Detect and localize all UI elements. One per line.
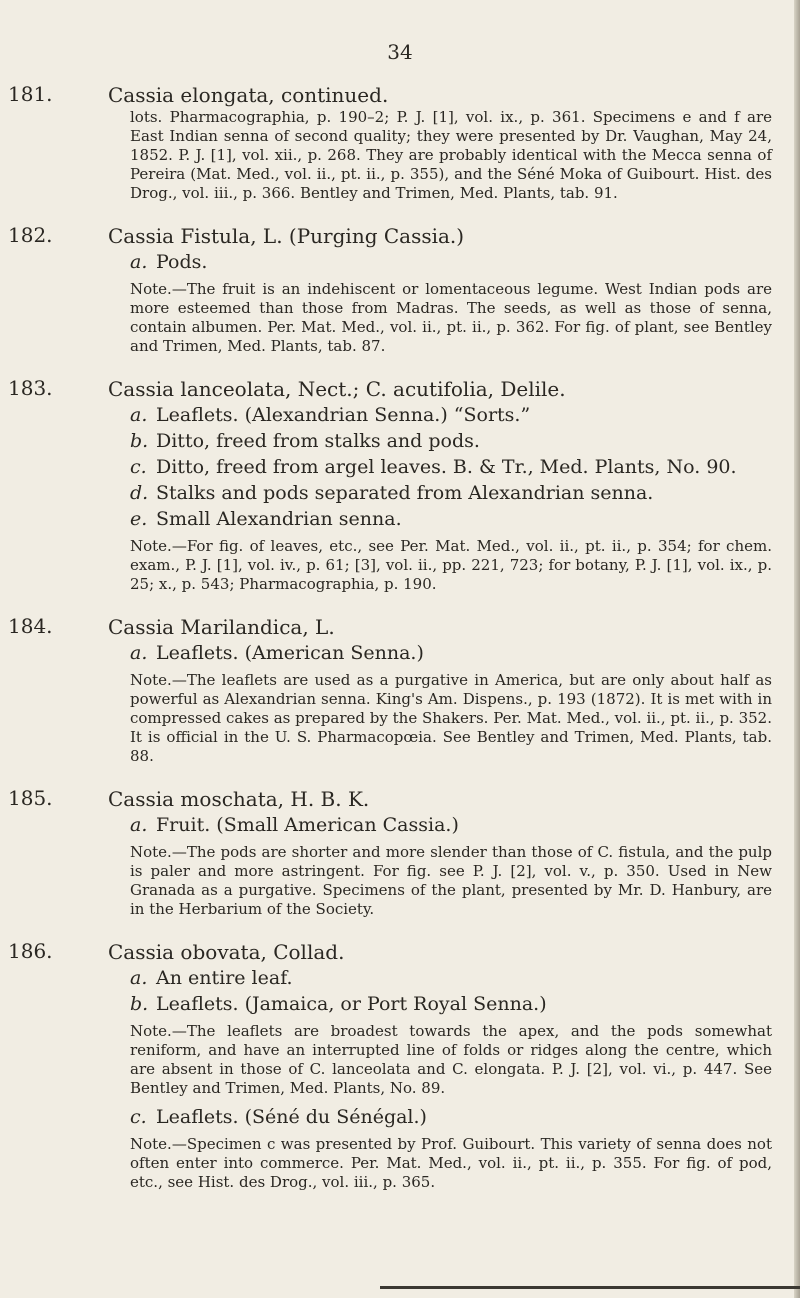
entry-number: 185.: [8, 786, 53, 810]
entry-heading: Cassia Marilandica, L.: [108, 615, 335, 639]
specimen-line: [108, 506, 772, 532]
page-number: 34: [387, 40, 413, 64]
specimen-text: Leaflets. (American Senna.): [156, 642, 424, 664]
entry-number: 181.: [8, 82, 53, 106]
specimen-line: [108, 640, 772, 666]
entry-183: [8, 376, 772, 594]
entry-heading: Cassia lanceolata, Nect.; C. acutifolia, Delile.: [108, 377, 566, 401]
specimen-line: [108, 965, 772, 991]
specimen-text: Fruit. (Small American Cassia.): [156, 814, 459, 836]
entry-note: Note.—The leaflets are used as a purgative in America, but are only about half as powerful as Alexandrian senna. King's Am. Dispens., p. 193 (1872). It is met with in compressed cakes as prepared by the Shakers. Per. Mat. Med., vol. ii., pt. ii., p. 352. It is official in the U. S. Pharmacopœia. See Bentley and Trimen, Med. Plants, tab. 88.: [130, 671, 772, 765]
specimen-text: Leaflets. (Alexandrian Senna.) “Sorts.”: [156, 404, 531, 426]
specimen-letter: a.: [130, 251, 148, 273]
specimen-letter: d.: [130, 482, 149, 504]
specimen-text: Pods.: [156, 251, 208, 273]
entry-note: Note.—The leaflets are broadest towards the apex, and the pods somewhat reniform, and have an interrupted line of folds or ridges along the centre, which are absent in those of C. lanceolata and C. elongata. P. J. [2], vol. vi., p. 447. See Bentley and Trimen, Med. Plants, No. 89.: [130, 1022, 772, 1097]
specimen-letter: c.: [130, 1106, 147, 1128]
specimen-letter: e.: [130, 508, 148, 530]
specimen-text: Leaflets. (Jamaica, or Port Royal Senna.): [156, 993, 547, 1015]
entry-continuation-text: lots. Pharmacographia, p. 190–2; P. J. [1], vol. ix., p. 361. Specimens e and f are East Indian senna of second quality; they were presented by Dr. Vaughan, May 24, 1852. P. J. [1], vol. xii., p. 268. They are probably identical with the Mecca senna of Pereira (Mat. Med., vol. ii., pt. ii., p. 355), and the Séné Moka of Guibourt. Hist. des Drog., vol. iii., p. 366. Bentley and Trimen, Med. Plants, tab. 91.: [130, 108, 772, 202]
entry-heading: Cassia moschata, H. B. K.: [108, 787, 370, 811]
entry-number: 183.: [8, 376, 53, 400]
bottom-rule: [380, 1286, 800, 1289]
entry-heading: Cassia obovata, Collad.: [108, 940, 345, 964]
entry-note: Note.—Specimen c was presented by Prof. Guibourt. This variety of senna does not often enter into commerce. Per. Mat. Med., vol. ii., pt. ii., p. 355. For fig. of pod, etc., see Hist. des Drog., vol. iii., p. 365.: [130, 1135, 772, 1191]
specimen-line: [108, 249, 772, 275]
specimen-letter: b.: [130, 430, 149, 452]
specimen-line: [108, 991, 772, 1017]
entry-181: [8, 82, 772, 203]
entry-182: [8, 223, 772, 356]
entry-186: [8, 939, 772, 1192]
entry-number: 186.: [8, 939, 53, 963]
specimen-text: Small Alexandrian senna.: [156, 508, 402, 530]
specimen-line: [108, 454, 772, 480]
specimen-line: [108, 402, 772, 428]
entry-number: 182.: [8, 223, 53, 247]
entry-number: 184.: [8, 614, 53, 638]
specimen-letter: a.: [130, 642, 148, 664]
specimen-text: Leaflets. (Séné du Sénégal.): [156, 1106, 427, 1128]
entry-185: [8, 786, 772, 919]
specimen-line: [108, 812, 772, 838]
specimen-line: [108, 428, 772, 454]
specimen-letter: a.: [130, 404, 148, 426]
entry-note: Note.—The pods are shorter and more slender than those of C. fistula, and the pulp is paler and more astringent. For fig. see P. J. [2], vol. v., p. 350. Used in New Granada as a purgative. Specimens of the plant, presented by Mr. D. Hanbury, are in the Herbarium of the Society.: [130, 843, 772, 918]
specimen-text: An entire leaf.: [156, 967, 293, 989]
specimen-letter: a.: [130, 814, 148, 836]
specimen-text: Stalks and pods separated from Alexandrian senna.: [156, 482, 654, 504]
entry-184: [8, 614, 772, 766]
page-edge-shadow: [794, 0, 800, 1298]
entry-heading: Cassia Fistula, L. (Purging Cassia.): [108, 224, 465, 248]
specimen-line: [108, 1104, 772, 1130]
entry-note: Note.—For fig. of leaves, etc., see Per. Mat. Med., vol. ii., pt. ii., p. 354; for chem. exam., P. J. [1], vol. iv., p. 61; [3], vol. ii., pp. 221, 723; for botany, P. J. [1], vol. ix., p. 25; x., p. 543; Pharmacographia, p. 190.: [130, 537, 772, 593]
specimen-letter: c.: [130, 456, 147, 478]
specimen-letter: b.: [130, 993, 149, 1015]
specimen-text: Ditto, freed from argel leaves. B. & Tr., Med. Plants, No. 90.: [156, 456, 737, 478]
entry-note: Note.—The fruit is an indehiscent or lomentaceous legume. West Indian pods are more esteemed than those from Madras. The seeds, as well as those of senna, contain albumen. Per. Mat. Med., vol. ii., pt. ii., p. 362. For fig. of plant, see Bentley and Trimen, Med. Plants, tab. 87.: [130, 280, 772, 355]
specimen-text: Ditto, freed from stalks and pods.: [156, 430, 480, 452]
page-content: [0, 82, 800, 1212]
specimen-letter: a.: [130, 967, 148, 989]
specimen-line: [108, 480, 772, 506]
entry-heading: Cassia elongata, continued.: [108, 83, 389, 107]
